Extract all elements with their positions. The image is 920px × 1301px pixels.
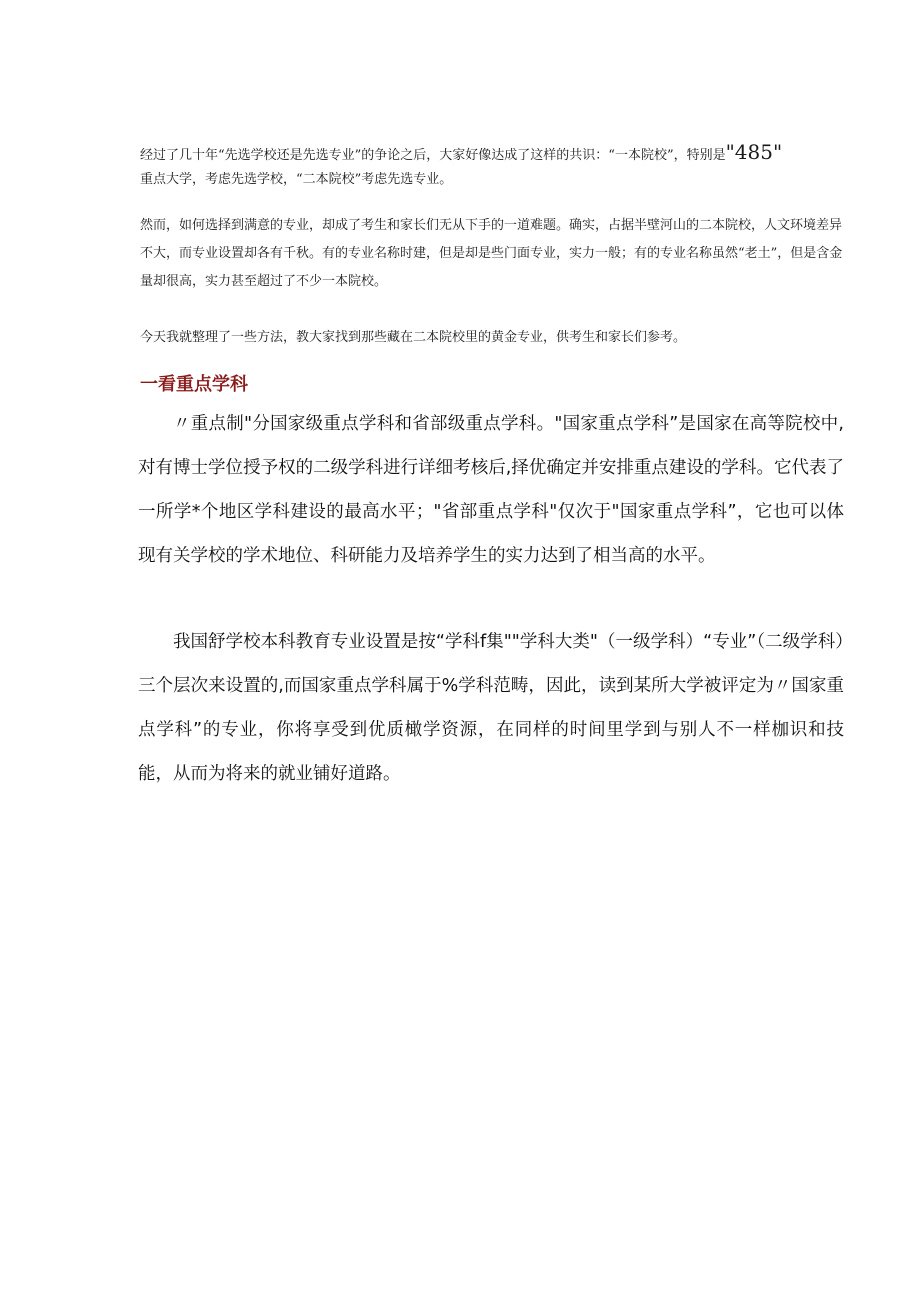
body-paragraph-1: 〃重点制"分国家级重点学科和省部级重点学科。"国家重点学科”是国家在高等院校中,对有博士学位授予权的二级学科进行详细考核后,择优确定并安排重点建设的学科。它代表了一所学*个地区学科建设的最高水平；"省部重点学科"仅次于"国家重点学科”，它也可以体现有关学校的学术地位、科研能力及培养学生的实力达到了相当高的水平。 <box>138 414 844 566</box>
intro-paragraph-3: 今天我就整理了一些方法，教大家找到那些藏在二本院校里的黄金专业，供考生和家长们参考。 <box>140 330 687 345</box>
intro-paragraph-2: 然而，如何选择到满意的专业，却成了考生和家长们无从下手的一道难题。确实，占据半壁河山的二本院校，人文环境差异不大，而专业设置却各有千秋。有的专业名称时建，但是却是些门面专业，实力一般；有的专业名称虽然“老土”，但是含金量却很高，实力甚至超过了不少一本院校。 <box>140 218 843 289</box>
highlight-485: "485" <box>725 140 783 164</box>
intro-paragraph-1-text-before: 经过了几十年“先选学校还是先选专业”的争论之后，大家好像达成了这样的共识：“一本院校”，特别是 <box>140 148 726 163</box>
body-paragraph-2: 我国舒学校本科教育专业设置是按“学科f集""学科大类"（一级学科）“专业”（二级学科）三个层次来设置的,而国家重点学科属于%学科范畴，因此，读到某所大学被评定为〃国家重点学科”的专业，你将享受到优质橄学资源，在同样的时间里学到与别人不一样枷识和技能，从而为将来的就业铺好道路。 <box>138 632 844 784</box>
section-heading: 一看重点学科 <box>140 374 248 395</box>
intro-paragraph-1 <box>140 142 844 192</box>
intro-paragraph-1-text-after: 重点大学，考虑先选学校，“二本院校”考虑先选专业。 <box>140 172 453 187</box>
